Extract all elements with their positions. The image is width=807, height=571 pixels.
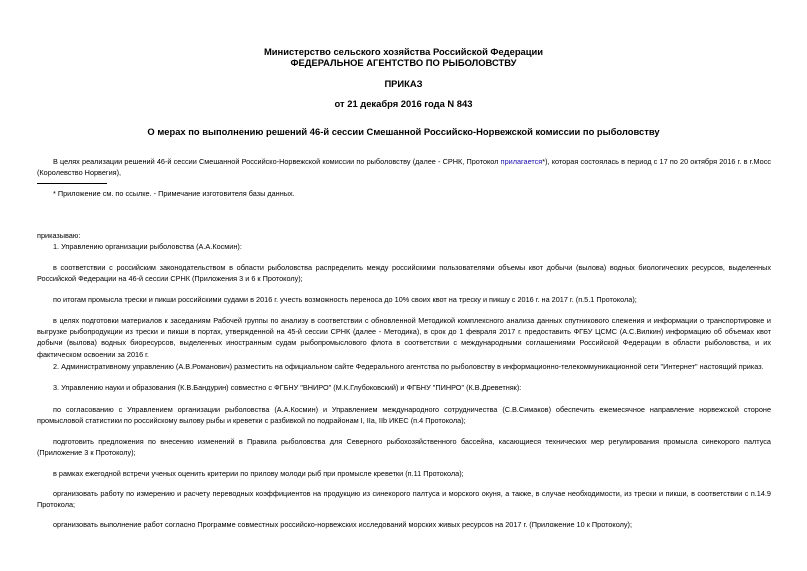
document-type: ПРИКАЗ	[384, 78, 423, 89]
intro-text-after: *), которая состоялась в период с 17 по 20 октября 2016 г. в г.Мосс (Королевство Норвегия),	[37, 157, 771, 178]
paragraph-2: в соответствии с российским законодательством в области рыболовства распределить между российскими пользователями объемы квот добычи (вылова) водных биологических ресурсов, выделенных Российской Федерации на 46-й сессии СРНК (Приложения 3 и 6 к Протоколу);	[37, 263, 771, 284]
paragraph-5: 2. Административному управлению (А.В.Романович) разместить на официальном сайте Федерального агентства по рыболовству в информационно-телекоммуникационной сети "Интернет" настоящий приказ.	[53, 362, 764, 371]
footnote-separator	[37, 183, 107, 184]
paragraph-6: 3. Управлению науки и образования (К.В.Бандурин) совместно с ФГБНУ "ВНИРО" (М.К.Глубоковский) и ФГБНУ "ПИНРО" (К.В.Древетняк):	[53, 383, 522, 392]
paragraph-10: организовать работу по измерению и расчету переводных коэффициентов на продукцию из синекорого палтуса и морского окуня, а также, в случае необходимости, из трески и пикши, в соответствии с п.14.9 Протокола;	[37, 489, 771, 510]
paragraph-9: в рамках ежегодной встречи ученых оценить критерии по прилову молоди рыб при промысле креветки (п.11 Протокола);	[53, 469, 464, 478]
agency-name: ФЕДЕРАЛЬНОЕ АГЕНТСТВО ПО РЫБОЛОВСТВУ	[290, 57, 517, 68]
attachment-link[interactable]: прилагается	[500, 157, 543, 166]
paragraph-3: по итогам промысла трески и пикши российскими судами в 2016 г. учесть возможность переноса до 10% своих квот на треску и пикшу с 2016 г. на 2017 г. (п.5.1 Протокола);	[53, 295, 637, 304]
paragraph-1: 1. Управлению организации рыболовства (А.А.Космин):	[53, 242, 242, 251]
order-word: приказываю:	[37, 231, 81, 240]
document-title: О мерах по выполнению решений 46-й сессии Смешанной Российско-Норвежской комиссии по рыболовству	[147, 126, 660, 137]
paragraph-11: организовать выполнение работ согласно Программе совместных российско-норвежских исследований морских живых ресурсов на 2017 г. (Приложение 10 к Протоколу);	[53, 520, 632, 529]
intro-text-before: В целях реализации решений 46-й сессии Смешанной Российско-Норвежской комиссии по рыболовству (далее - СРНК, Протокол	[53, 157, 501, 166]
paragraph-8: подготовить предложения по внесению изменений в Правила рыболовства для Северного рыбохозяйственного бассейна, касающиеся технических мер регулирования промысла синекорого палтуса (Приложение 3 к Протоколу);	[37, 437, 771, 458]
ministry-name: Министерство сельского хозяйства Российской Федерации	[263, 46, 544, 57]
paragraph-7: по согласованию с Управлением организации рыболовства (А.А.Космин) и Управлением международного сотрудничества (С.В.Симаков) обеспечить ежемесячное направление норвежской стороне промысловой статистики по российскому вылову рыбы и креветки с разбивкой по подрайонам I, IIa, IIb ИКЕС (п.4 Протокола);	[37, 405, 771, 426]
document-date-number: от 21 декабря 2016 года N 843	[334, 98, 473, 109]
intro-paragraph	[37, 156, 771, 178]
paragraph-4: в целях подготовки материалов к заседаниям Рабочей группы по анализу в соответствии с обновленной Методикой комплексного анализа данных спутникового слежения и информации о транспортировке и выгрузке рыбопродукции из трески и пикши в портах, утвержденной на 45-й сессии СРНК (далее - Методика), в срок до 1 февраля 2017 г. предоставить ФГБУ ЦСМС (А.С.Вилкин) информацию об объемах квот добычи (вылова) водных биоресурсов, выделенных иностранным судам рыбопромыслового флота в соответствии с международными соглашениями Российской Федерации в области рыболовства, и их фактическом освоении за 2016 г.	[37, 316, 771, 359]
footnote: * Приложение см. по ссылке. - Примечание изготовителя базы данных.	[53, 189, 295, 198]
